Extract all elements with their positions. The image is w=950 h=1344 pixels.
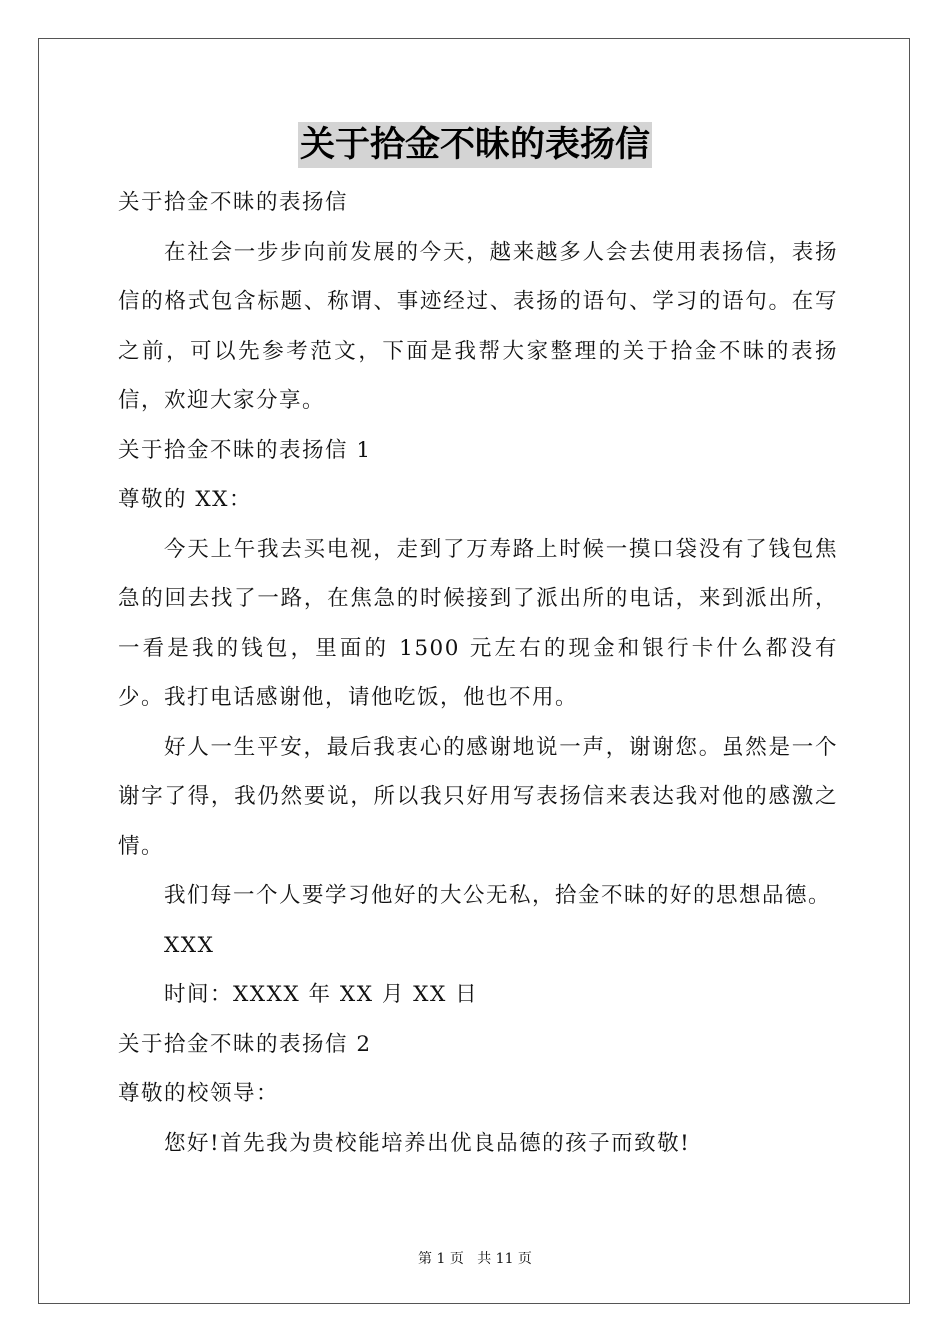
document-body bbox=[118, 178, 838, 1168]
paragraph-thanks: 好人一生平安，最后我衷心的感谢地说一声，谢谢您。虽然是一个谢字了得，我仍然要说，所以我只好用写表扬信来表达我对他的感激之情。 bbox=[118, 734, 838, 859]
paragraph-story: 今天上午我去买电视，走到了万寿路上时候一摸口袋没有了钱包焦急的回去找了一路，在焦急的时候接到了派出所的电话，来到派出所，一看是我的钱包，里面的 1500 元左右的现金和银行卡什么都没有少。我打电话感谢他，请他吃饭，他也不用。 bbox=[118, 536, 838, 710]
page-total: 共 11 页 bbox=[477, 1251, 532, 1267]
paragraph-intro: 在社会一步步向前发展的今天，越来越多人会去使用表扬信，表扬信的格式包含标题、称谓、事迹经过、表扬的语句、学习的语句。在写之前，可以先参考范文，下面是我帮大家整理的关于拾金不昧的表扬信，欢迎大家分享。 bbox=[118, 239, 838, 413]
paragraph-salutation-2: 尊敬的校领导： bbox=[118, 1081, 280, 1106]
page-number: 第 1 页 bbox=[418, 1251, 464, 1267]
paragraph-section-2-heading: 关于拾金不昧的表扬信 2 bbox=[118, 1031, 372, 1057]
paragraph-learn: 我们每一个人要学习他好的大公无私，拾金不昧的好的思想品德。 bbox=[164, 883, 832, 908]
paragraph-signature: XXX bbox=[164, 932, 215, 958]
paragraph-greeting: 您好!首先我为贵校能培养出优良品德的孩子而致敬! bbox=[164, 1130, 691, 1156]
paragraph-salutation-1: 尊敬的 XX： bbox=[118, 487, 252, 512]
document-title: 关于拾金不昧的表扬信 bbox=[298, 122, 652, 168]
paragraph-date: 时间：XXXX 年 XX 月 XX 日 bbox=[164, 982, 479, 1007]
paragraph-heading: 关于拾金不昧的表扬信 bbox=[118, 190, 349, 215]
page-footer bbox=[0, 1248, 950, 1268]
title-container bbox=[0, 122, 950, 168]
paragraph-section-1-heading: 关于拾金不昧的表扬信 1 bbox=[118, 437, 372, 463]
